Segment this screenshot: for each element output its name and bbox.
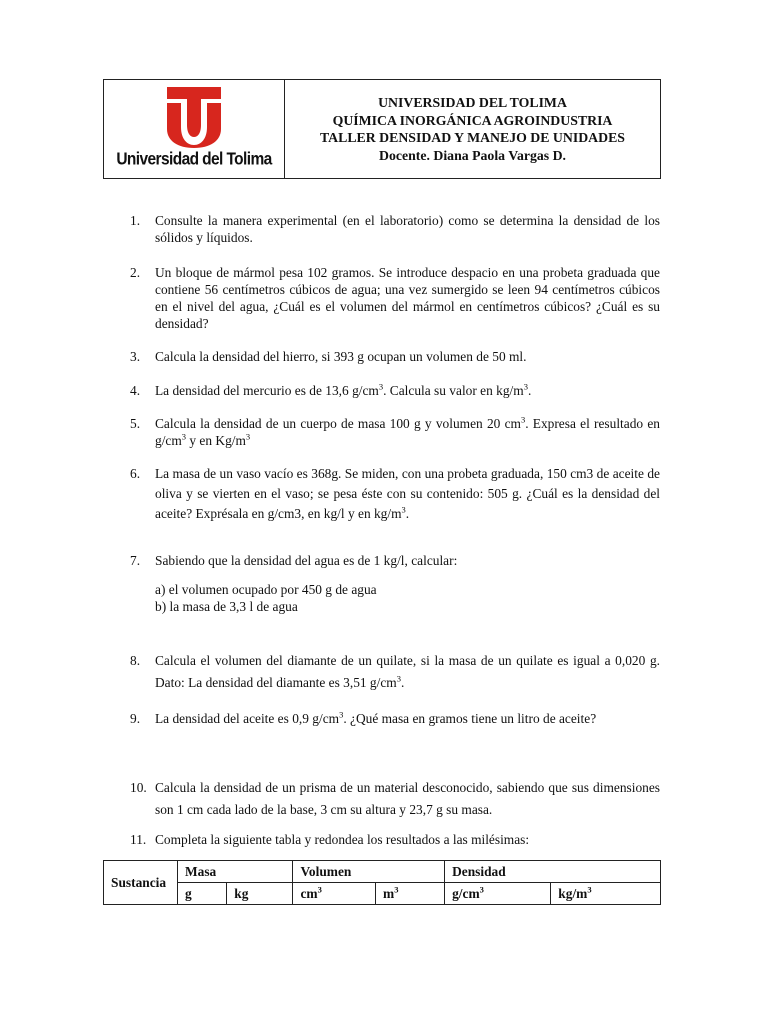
question-text: Calcula la densidad del hierro, si 393 g ocupan un volumen de 50 ml. [155, 349, 527, 364]
workshop-title: TALLER DENSIDAD Y MANEJO DE UNIDADES [320, 130, 625, 145]
question-text: La densidad del mercurio es de 13,6 $g/cm^3$. Calcula su valor en $kg/m^3$. [155, 381, 532, 398]
question-text: Sabiendo que la densidad del agua es de 1 kg/l, calcular: [155, 553, 458, 568]
course-name: QUÍMICA INORGÁNICA AGROINDUSTRIA [332, 112, 613, 128]
question-text: Calcula el volumen del diamante de un quilate, si la masa de un quilate es igual a 0,020 g. Dato: La densidad del diamante es 3,51 $g/cm^3$. [155, 653, 660, 690]
sub-item-a: a) el volumen ocupado por 450 g de agua [155, 582, 377, 597]
header-volumen: Volumen [293, 861, 445, 883]
logo [104, 80, 285, 178]
question-number: 6. [130, 466, 141, 481]
question-4 [130, 382, 660, 399]
unit-kg-m3: $kg/m^3$ [551, 883, 661, 905]
unit-g-cm3: $g/cm^3$ [445, 883, 551, 905]
question-5 [130, 415, 660, 449]
question-number: 4. [130, 383, 141, 398]
unit-cm3: $cm^3$ [293, 883, 376, 905]
question-text: Calcula la densidad de un cuerpo de masa 100 g y volumen 20 $cm^3$. Expresa el resultado en $g/cm^3$ y en $Kg/m^3$ [155, 414, 660, 448]
question-10 [130, 777, 660, 821]
question-11 [130, 831, 660, 848]
unit-g: g [178, 883, 227, 905]
question-number: 1. [130, 213, 141, 228]
question-9 [130, 709, 660, 729]
question-number: 7. [130, 553, 141, 568]
sub-item-b: b) la masa de 3,3 l de agua [155, 599, 298, 614]
question-6 [130, 464, 660, 524]
question-number: 3. [130, 349, 141, 364]
question-8 [130, 650, 660, 694]
logo-shape [167, 87, 221, 148]
density-table [103, 860, 661, 905]
table-row [104, 883, 661, 905]
header-masa: Masa [178, 861, 293, 883]
question-number: 5. [130, 416, 141, 431]
unit-kg: kg [227, 883, 293, 905]
question-number: 9. [130, 711, 141, 726]
question-text: La masa de un vaso vacío es 368g. Se miden, con una probeta graduada, 150 cm3 de aceite de oliva y se vierten en el vaso; se pesa éste con su contenido: 505 g. ¿Cuál es la densidad del aceite? Exprésala en g/cm3, en kg/l y en $kg/m^3$. [155, 466, 660, 521]
question-text: La densidad del aceite es 0,9 $g/cm^3$. ¿Qué masa en gramos tiene un litro de aceite? [155, 709, 597, 726]
question-1 [130, 212, 660, 246]
header-title-block [285, 80, 660, 178]
document-header [103, 79, 661, 179]
table-row [104, 861, 661, 883]
question-number: 2. [130, 265, 141, 280]
teacher-name: Docente. Diana Paola Vargas D. [378, 147, 567, 163]
question-text: Calcula la densidad de un prisma de un material desconocido, sabiendo que sus dimensiones son 1 cm cada lado de la base, 3 cm su altura y 23,7 g su masa. [155, 780, 660, 817]
question-2 [130, 264, 660, 332]
question-3 [130, 348, 660, 365]
header-sustancia: Sustancia [104, 861, 178, 905]
question-7 [130, 552, 660, 615]
question-text: Completa la siguiente tabla y redondea los resultados a las milésimas: [155, 832, 530, 847]
logo-text: Universidad del Tolima [116, 149, 272, 169]
header-densidad: Densidad [445, 861, 661, 883]
unit-m3: $m^3$ [376, 883, 445, 905]
question-number: 11. [130, 832, 147, 847]
university-name: UNIVERSIDAD DEL TOLIMA [378, 95, 567, 110]
question-number: 8. [130, 653, 141, 668]
university-logo-icon [165, 85, 223, 149]
question-text: Un bloque de mármol pesa 102 gramos. Se introduce despacio en una probeta graduada que contiene 56 centímetros cúbicos de agua; una vez sumergido se leen 94 centímetros cúbicos en el nivel del agua, ¿Cuál es el volumen del mármol en centímetros cúbicos? ¿Cuál es su densidad? [155, 265, 660, 331]
question-number: 10. [130, 780, 147, 795]
question-text: Consulte la manera experimental (en el laboratorio) como se determina la densidad de los sólidos y líquidos. [155, 213, 660, 245]
